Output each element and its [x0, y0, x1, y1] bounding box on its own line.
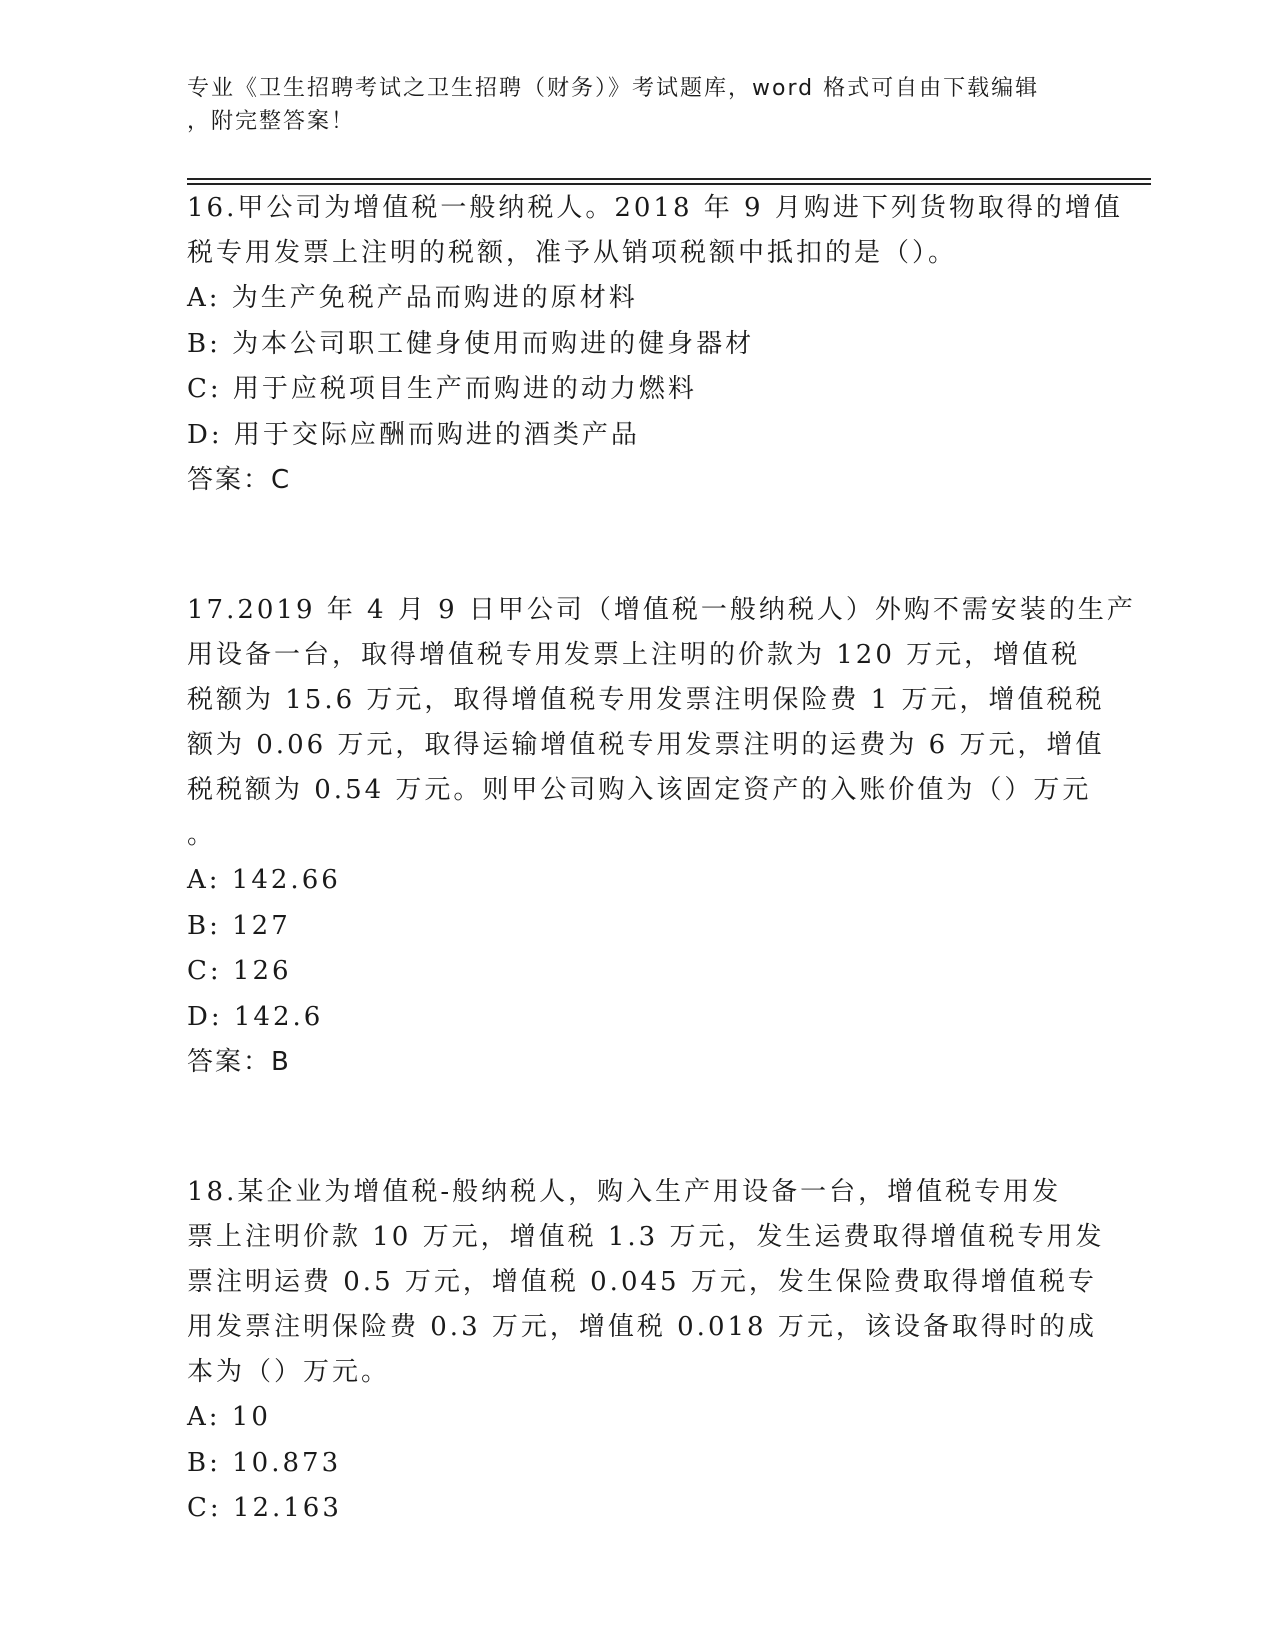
- question-text-line: 17.2019 年 4 月 9 日甲公司（增值税一般纳税人）外购不需安装的生产: [187, 595, 1136, 625]
- question-18: [187, 1170, 1105, 1532]
- option-d: D: 用于交际应酬而购进的酒类产品: [187, 419, 640, 450]
- header-line: 专业《卫生招聘考试之卫生招聘（财务）》考试题库，word 格式可自由下载编辑: [187, 76, 1040, 101]
- question-17: [187, 588, 1136, 1085]
- header-rule-top: [187, 178, 1151, 180]
- option-b: B: 127: [187, 910, 291, 941]
- header-rule-bottom: [187, 183, 1151, 185]
- question-text-line: 16.甲公司为增值税一般纳税人。2018 年 9 月购进下列货物取得的增值: [187, 193, 1123, 223]
- option-c: C: 12.163: [187, 1493, 342, 1523]
- option-d: D: 142.6: [187, 1001, 324, 1032]
- question-text-line: 用发票注明保险费 0.3 万元，增值税 0.018 万元，该设备取得时的成: [187, 1312, 1097, 1342]
- question-text-line: 本为（）万元。: [187, 1357, 391, 1387]
- question-text-line: 税专用发票上注明的税额，准予从销项税额中抵扣的是（）。: [187, 238, 958, 268]
- question-list: [187, 186, 1136, 1532]
- question-16: [187, 186, 1123, 503]
- question-text-line: 用设备一台，取得增值税专用发票上注明的价款为 120 万元，增值税: [187, 640, 1081, 670]
- question-text-line: 票上注明价款 10 万元，增值税 1.3 万元，发生运费取得增值税专用发: [187, 1222, 1105, 1252]
- option-a: A: 为生产免税产品而购进的原材料: [187, 283, 638, 313]
- question-text-line: 额为 0.06 万元，取得运输增值税专用发票注明的运费为 6 万元，增值: [187, 730, 1105, 760]
- question-text-line: 税额为 15.6 万元，取得增值税专用发票注明保险费 1 万元，增值税税: [187, 685, 1105, 715]
- question-text-line: 税税额为 0.54 万元。则甲公司购入该固定资产的入账价值为（）万元: [187, 775, 1092, 805]
- option-c: C: 用于应税项目生产而购进的动力燃料: [187, 374, 697, 404]
- question-text-line: 票注明运费 0.5 万元，增值税 0.045 万元，发生保险费取得增值税专: [187, 1267, 1097, 1297]
- option-b: B: 为本公司职工健身使用而购进的健身器材: [187, 328, 755, 359]
- question-gap: [187, 1085, 1087, 1170]
- answer-label: 答案：B: [187, 1047, 291, 1077]
- question-gap: [187, 503, 1087, 588]
- answer-label: 答案：C: [187, 465, 292, 495]
- question-text-line: 18.某企业为增值税-般纳税人，购入生产用设备一台，增值税专用发: [187, 1177, 1062, 1207]
- option-a: A: 142.66: [187, 865, 341, 895]
- page-header: [187, 72, 1087, 138]
- option-b: B: 10.873: [187, 1447, 342, 1478]
- question-text-line: 。: [187, 820, 217, 850]
- header-line: ，附完整答案！: [187, 109, 356, 134]
- option-c: C: 126: [187, 956, 292, 986]
- option-a: A: 10: [187, 1402, 271, 1432]
